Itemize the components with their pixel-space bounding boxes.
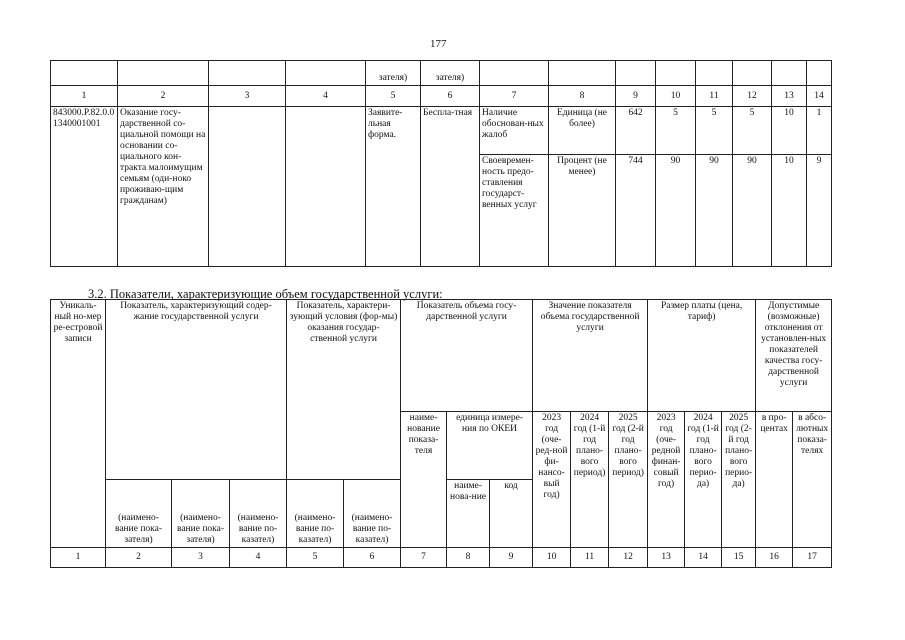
col-number: 14 bbox=[685, 548, 722, 568]
deviation-absolute-header: в абсо-лютных показа-телях bbox=[793, 412, 832, 548]
unique-number-header: Уникаль-ный но-мер ре-естровой записи bbox=[51, 300, 106, 548]
unit-code: 642 bbox=[616, 107, 656, 155]
service-fee-type: Беспла-тная bbox=[421, 107, 480, 267]
header-cell: зателя) bbox=[366, 61, 421, 86]
unit-name-header: наиме-нова-ние bbox=[447, 480, 490, 548]
value-2023: 5 bbox=[656, 107, 696, 155]
col-number: 3 bbox=[172, 548, 230, 568]
deviation-percent: 10 bbox=[772, 107, 807, 155]
deviation-absolute: 1 bbox=[807, 107, 832, 155]
col-number: 4 bbox=[286, 86, 366, 107]
table-row bbox=[51, 107, 832, 155]
unit-header: единица измере-ния по ОКЕИ bbox=[447, 412, 533, 480]
registry-number: 843000.P.82.0.01340001001 bbox=[51, 107, 118, 267]
fee-header: Размер платы (цена, тариф) bbox=[648, 300, 756, 412]
col-number: 4 bbox=[230, 548, 287, 568]
indicator-name: Своевремен-ность предо-ставления государст-венных услуг bbox=[480, 155, 549, 267]
page-number: 177 bbox=[430, 38, 447, 50]
col-number: 5 bbox=[366, 86, 421, 107]
header-cell bbox=[733, 61, 772, 86]
col-number: 11 bbox=[571, 548, 609, 568]
value-2025: 90 bbox=[733, 155, 772, 267]
service-form: Заявите-льная форма. bbox=[366, 107, 421, 267]
value-2025-header: 2025 год (2-й год плано-вого период) bbox=[609, 412, 648, 548]
column-number-row bbox=[51, 86, 832, 107]
col-number: 6 bbox=[344, 548, 401, 568]
fee-2023-header: 2023 год (оче-редной финан-совый год) bbox=[648, 412, 685, 548]
header-cell bbox=[480, 61, 549, 86]
table-row bbox=[51, 61, 832, 86]
col-number: 15 bbox=[722, 548, 756, 568]
volume-value-header: Значение показателя объема государственной услуги bbox=[533, 300, 648, 412]
col-number: 7 bbox=[401, 548, 447, 568]
col-number: 12 bbox=[733, 86, 772, 107]
indicator-name: Наличие обоснован-ных жалоб bbox=[480, 107, 549, 155]
unit-code-header: код bbox=[490, 480, 533, 548]
col-number: 6 bbox=[421, 86, 480, 107]
col-number: 10 bbox=[533, 548, 571, 568]
deviation-percent-header: в про-центах bbox=[756, 412, 793, 548]
value-2023: 90 bbox=[656, 155, 696, 267]
col-number: 8 bbox=[447, 548, 490, 568]
column-number-row bbox=[51, 548, 832, 568]
col-number: 10 bbox=[656, 86, 696, 107]
deviation-percent: 10 bbox=[772, 155, 807, 267]
section-heading: 3.2. Показатели, характеризующие объем государственной услуги: bbox=[88, 287, 443, 301]
header-cell bbox=[616, 61, 656, 86]
col-number: 5 bbox=[287, 548, 344, 568]
empty-cell bbox=[286, 107, 366, 267]
unit-name: Единица (не более) bbox=[549, 107, 616, 155]
col-number: 8 bbox=[549, 86, 616, 107]
value-2024: 5 bbox=[696, 107, 733, 155]
unit-name: Процент (не менее) bbox=[549, 155, 616, 267]
volume-indicator-header: Показатель объема госу-дарственной услуги bbox=[401, 300, 533, 412]
table-header-row bbox=[51, 300, 832, 412]
deviation-absolute: 9 bbox=[807, 155, 832, 267]
unit-code: 744 bbox=[616, 155, 656, 267]
header-cell bbox=[118, 61, 209, 86]
quality-indicators-table bbox=[50, 60, 832, 267]
col-number: 11 bbox=[696, 86, 733, 107]
header-cell bbox=[549, 61, 616, 86]
name-placeholder: (наимено-вание по-казател) bbox=[344, 480, 401, 548]
value-2024-header: 2024 год (1-й год плано-вого период) bbox=[571, 412, 609, 548]
content-indicator-header: Показатель, характеризующий содер-жание государственной услуги bbox=[106, 300, 287, 480]
conditions-indicator-header: Показатель, характери-зующий условия (фор-мы) оказания государ-ственной услуги bbox=[287, 300, 401, 480]
value-2024: 90 bbox=[696, 155, 733, 267]
deviation-header: Допустимые (возможные) отклонения от установлен-ных показателей качества госу-дарственной услуги bbox=[756, 300, 832, 412]
col-number: 1 bbox=[51, 86, 118, 107]
col-number: 13 bbox=[648, 548, 685, 568]
fee-2025-header: 2025 год (2-й год плано-вого перио-да) bbox=[722, 412, 756, 548]
empty-cell bbox=[209, 107, 286, 267]
col-number: 13 bbox=[772, 86, 807, 107]
col-number: 14 bbox=[807, 86, 832, 107]
name-placeholder: (наимено-вание пока-зателя) bbox=[172, 480, 230, 548]
header-cell bbox=[656, 61, 696, 86]
header-cell: зателя) bbox=[421, 61, 480, 86]
col-number: 7 bbox=[480, 86, 549, 107]
service-content: Оказание госу-дарственной со-циальной помощи на основании со-циального кон-тракта малоимущим семьям (оди-ноко проживаю-щим гражданам) bbox=[118, 107, 209, 267]
header-cell bbox=[286, 61, 366, 86]
header-cell bbox=[51, 61, 118, 86]
header-cell bbox=[209, 61, 286, 86]
col-number: 3 bbox=[209, 86, 286, 107]
value-2023-header: 2023 год (оче-ред-ной фи-нансо-вый год) bbox=[533, 412, 571, 548]
value-2025: 5 bbox=[733, 107, 772, 155]
indicator-name-header: наиме-нование показа-теля bbox=[401, 412, 447, 548]
col-number: 16 bbox=[756, 548, 793, 568]
header-cell bbox=[807, 61, 832, 86]
col-number: 12 bbox=[609, 548, 648, 568]
col-number: 17 bbox=[793, 548, 832, 568]
volume-indicators-table bbox=[50, 299, 832, 568]
header-cell bbox=[696, 61, 733, 86]
name-placeholder: (наимено-вание по-казател) bbox=[230, 480, 287, 548]
col-number: 1 bbox=[51, 548, 106, 568]
name-placeholder: (наимено-вание по-казател) bbox=[287, 480, 344, 548]
header-cell bbox=[772, 61, 807, 86]
col-number: 2 bbox=[106, 548, 172, 568]
col-number: 9 bbox=[616, 86, 656, 107]
fee-2024-header: 2024 год (1-й год плано-вого перио-да) bbox=[685, 412, 722, 548]
col-number: 2 bbox=[118, 86, 209, 107]
name-placeholder: (наимено-вание пока-зателя) bbox=[106, 480, 172, 548]
col-number: 9 bbox=[490, 548, 533, 568]
